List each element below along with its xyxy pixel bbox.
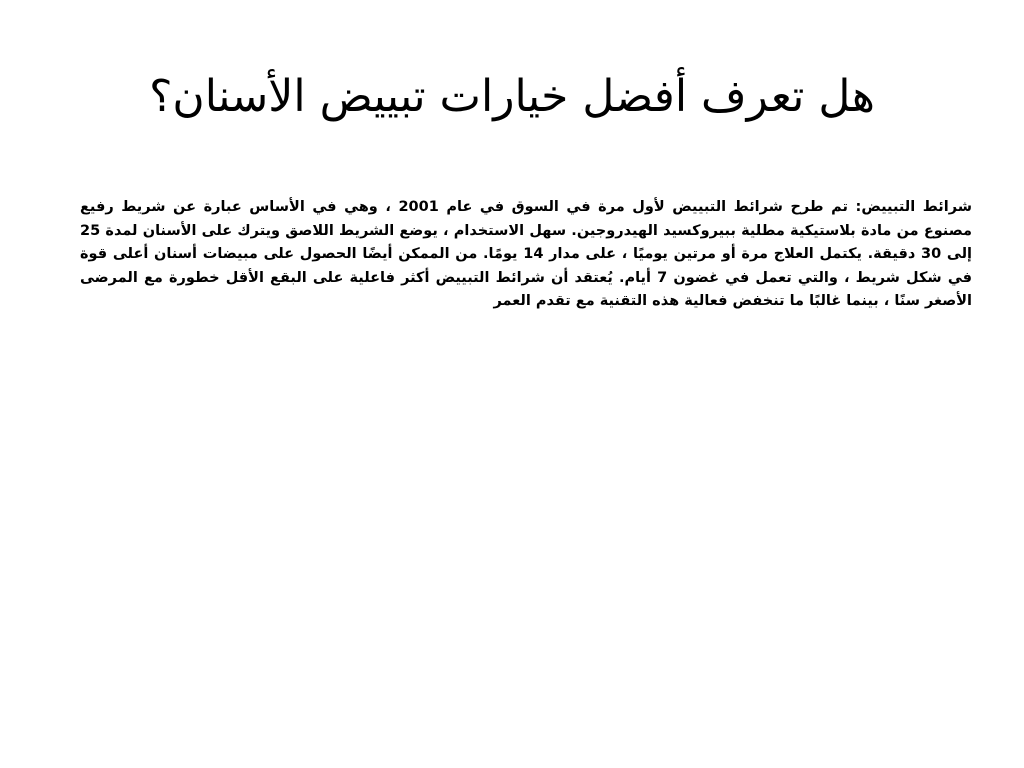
slide-title: هل تعرف أفضل خيارات تبييض الأسنان؟: [149, 71, 875, 122]
slide-body-text: شرائط التبييض: تم طرح شرائط التبييض لأول مرة في السوق في عام 2001 ، وهي في الأساس عبارة عن شريط رفيع مصنوع من مادة بلاستيكية مطلية ببيروكسيد الهيدروجين. سهل الاستخدام ، يوضع الشريط اللاصق ويترك على الأسنان لمدة 25 إلى 30 دقيقة. يكتمل العلاج مرة أو مرتين يوميًا ، على مدار 14 يومًا. من الممكن أيضًا الحصول على مبيضات أسنان أعلى قوة في شكل شريط ، والتي تعمل في غضون 7 أيام. يُعتقد أن شرائط التبييض أكثر فاعلية على البقع الأقل خطورة مع المرضى الأصغر سنًا ، بينما غالبًا ما تنخفض فعالية هذه التقنية مع تقدم العمر: [80, 199, 972, 309]
